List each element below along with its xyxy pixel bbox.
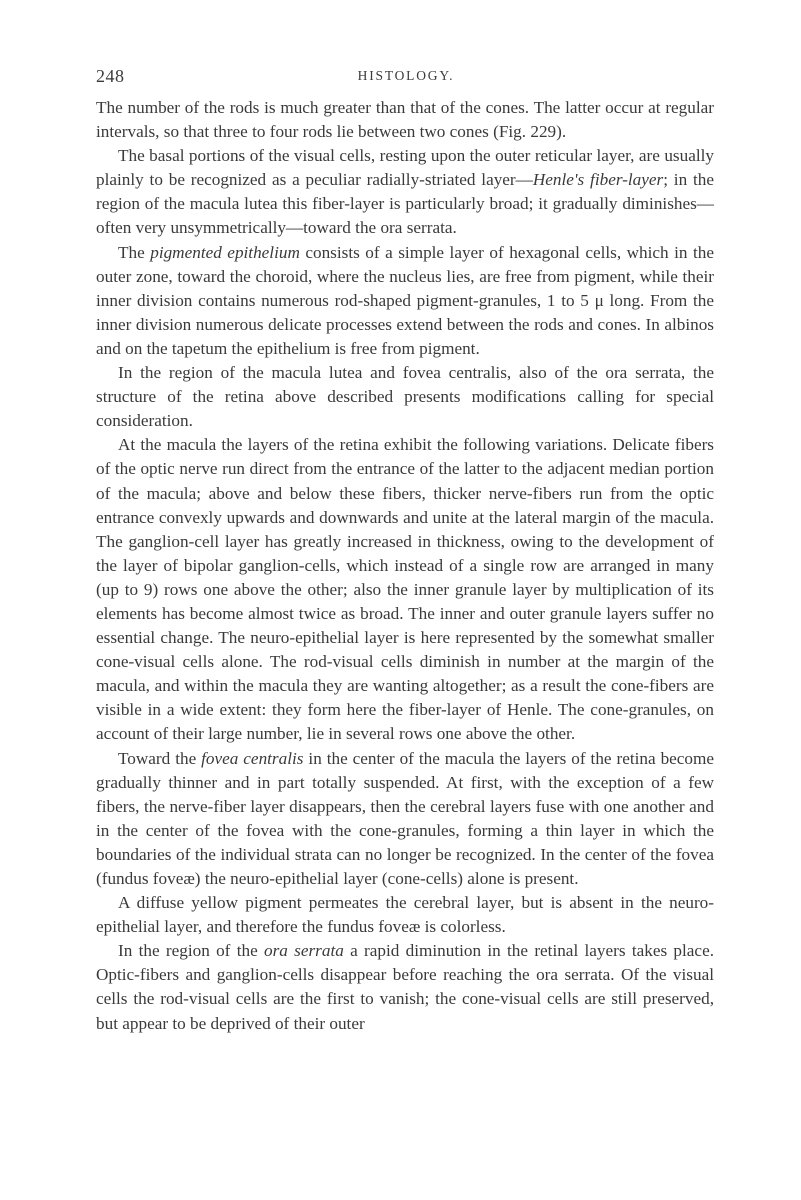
text-segment: a rapid diminution in the retinal layers takes place. Optic-fibers and ganglion-cells disappear before reaching the ora serrata. Of the visual cells the rod-visual cells are the first to vanish; the cone-visual cells are still preserved, but appear to be deprived of their outer [96,941,714,1033]
body-text [96,96,714,1036]
text-segment: consists of a simple layer of hexagonal cells, which in the outer zone, toward the choroid, where the nucleus lies, are free from pigment, while their inner division contains numerous rod-shaped pigment-granules, 1 to 5 μ long. From the inner division numerous delicate processes extend between the rods and cones. In albinos and on the tapetum the epithelium is free from pigment. [96,242,714,358]
paragraph-pigmented-epithelium [96,241,714,361]
paragraph-fovea-centralis [96,747,714,892]
running-title: HISTOLOGY. [357,68,455,83]
text-segment: The number of the rods is much greater than that of the cones. The latter occur at regular intervals, so that three to four rods lie between two cones (Fig. 229). [96,98,714,142]
paragraph-yellow-pigment [96,891,714,939]
text-segment: In the region of the macula lutea and fovea centralis, also of the ora serrata, the structure of the retina above described presents modifications calling for special consideration. [96,363,714,431]
paragraph-ora-serrata [96,939,714,1035]
italic-term: ora serrata [264,941,344,961]
paragraph-special-regions [96,361,714,433]
italic-term: pigmented epithelium [150,242,300,262]
italic-term: Henle's fiber-layer [532,170,664,190]
text-segment: The basal portions of the visual cells, resting upon the outer reticular layer, are usually plainly to be recognized as a peculiar radially-striated layer— [96,146,714,190]
page-number: 248 [96,66,125,86]
running-head [96,66,716,88]
text-segment: Toward the [118,748,202,768]
text-segment: ; in the region of the macula lutea this fiber-layer is particularly broad; it gradually diminishes—often very unsymmetrically—toward the ora serrata. [96,170,714,238]
italic-term: fovea centralis [201,748,304,768]
text-segment: The [118,242,151,262]
text-segment: At the macula the layers of the retina exhibit the following variations. Delicate fibers of the optic nerve run direct from the entrance of the latter to the adjacent median portion of the macula; above and below these fibers, thicker nerve-fibers run from the optic entrance convexly upwards and downwards and unite at the lateral margin of the macula. The ganglion-cell layer has greatly increased in thickness, owing to the development of the layer of bipolar ganglion-cells, which instead of a single row are arranged in many (up to 9) rows one above the other; also the inner granule layer by multiplication of its elements has become almost twice as broad. The inner and outer granule layers suffer no essential change. The neuro-epithelial layer is here represented by the somewhat smaller cone-visual cells alone. The rod-visual cells diminish in number at the margin of the macula, and within the macula they are wanting altogether; as a result the cone-fibers are visible in a wide extent: they form here the fiber-layer of Henle. The cone-granules, on account of their large number, lie in several rows one above the other. [96,435,714,744]
paragraph-rods-cones [96,96,714,144]
paragraph-macula-variations [96,433,714,746]
text-segment: A diffuse yellow pigment permeates the cerebral layer, but is absent in the neuro-epithelial layer, and therefore the fundus foveæ is colorless. [96,893,714,937]
paragraph-henle-fiber-layer [96,144,714,240]
text-segment: in the center of the macula the layers of the retina become gradually thinner and in part totally suspended. At first, with the exception of a few fibers, the nerve-fiber layer disappears, then the cerebral layers fuse with one another and in the center of the fovea with the cone-granules, forming a thin layer in which the boundaries of the individual strata can no longer be recognized. In the center of the fovea (fundus foveæ) the neuro-epithelial layer (cone-cells) alone is present. [96,748,715,888]
text-segment: In the region of the [118,941,264,961]
